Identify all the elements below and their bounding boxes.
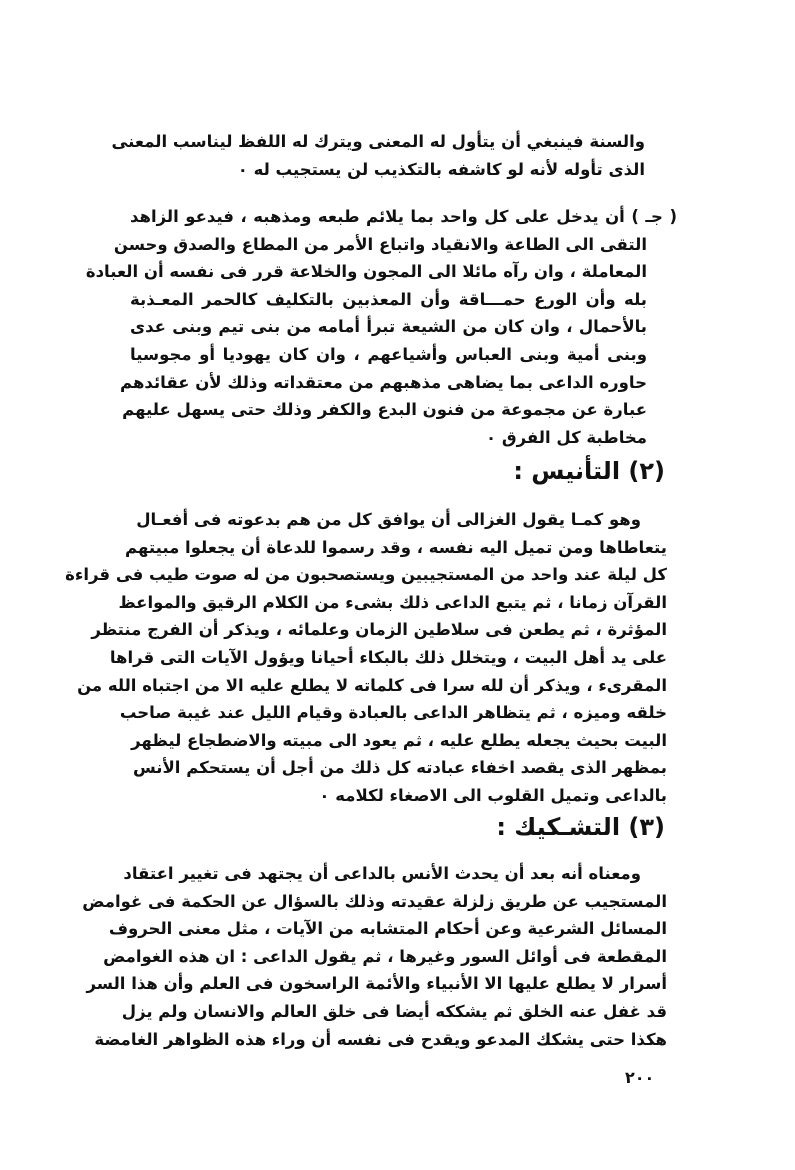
text-line: عبارة عن مجموعة من فنون البدع والكفر وذلك حتى يسهل عليهم (122, 400, 647, 420)
text-line: يتعاطاها ومن تميل اليه نفسه ، وقد رسموا للدعاة أن يجعلوا مبيتهم (125, 537, 667, 557)
text-line: ومعناه أنه بعد أن يحدث الأنس بالداعى أن يجتهد فى تغيير اعتقاد (123, 864, 641, 883)
section-heading-3: (٣) التشـكيك : (496, 813, 665, 841)
text-line: مخاطبة كل الفرق ٠ (486, 427, 647, 447)
text-line: المؤثرة ، ثم يطعن فى سلاطين الزمان وعلمائه ، ويذكر أن الفرج منتظر (91, 620, 667, 640)
text-line: أسرار لا يطلع عليها الا الأنبياء والأئمة الراسخون فى العلم وأن هذا السر (86, 974, 667, 994)
text-line: حاوره الداعى بما يضاهى مذهبهم من معتقداته وذلك لأن عقائدهم (120, 372, 647, 392)
text-line: والسنة فينبغي أن يتأول له المعنى ويترك له اللفظ ليناسب المعنى (111, 132, 645, 151)
text-line: المقرىء ، ويذكر أن لله سرا فى كلماته لا يطلع عليه الا من اجتباه الله من (77, 675, 667, 695)
text-line: بمظهر الذى يقصد اخفاء عبادته كل ذلك من أجل أن يستحكم الأنس (132, 758, 667, 778)
text-line: وبنى أمية وبنى العباس وأشياعهم ، وان كان يهوديا أو مجوسيا (130, 344, 647, 364)
text-line: الذى تأوله لأنه لو كاشفه بالتكذيب لن يستجيب له ٠ (237, 159, 645, 179)
text-line: بله وأن الورع حمـــاقة وأن المعذبين بالتكليف كالحمر المعـذبة (130, 289, 647, 309)
paragraph-3 (82, 860, 667, 1053)
text-line: المستجيب عن طريق زلزلة عقيدته وذلك بالسؤال عن الحكمة فى غوامض (82, 891, 667, 911)
text-line: على يد أهل البيت ، ويتخلل ذلك بالبكاء أحيانا ويؤول الآيات التى قراها (109, 647, 667, 667)
text-line: المسائل الشرعية وعن أحكام المتشابه من الآيات ، مثل معنى الحروف (108, 919, 667, 939)
text-line: المعاملة ، وان رآه مائلا الى المجون والخلاعة قرر فى نفسه أن العبادة (85, 262, 647, 282)
text-line: قد غفل عنه الخلق ثم يشككه أيضا فى خلق العالم والانسان ولم يزل (121, 1001, 667, 1021)
text-line: المقطعة فى أوائل السور وغيرها ، ثم يقول الداعى : ان هذه الغوامض (103, 946, 667, 966)
page-number: ٢٠٠ (625, 1068, 655, 1087)
text-line: القرآن زمانا ، ثم يتبع الداعى ذلك بشىء من الكلام الرقيق والمواعظ (118, 592, 667, 612)
paragraph-jim (85, 203, 677, 451)
text-line: وهو كمـا يقول الغزالى أن يوافق كل من هم بدعوته فى أفعـال (136, 510, 641, 529)
section-heading-2: (٢) التأنيس : (513, 457, 665, 485)
paragraph-top (111, 128, 645, 183)
text-line: هكذا حتى يشكك المدعو ويقدح فى نفسه أن وراء هذه الظواهر الغامضة (94, 1029, 667, 1049)
text-line: خلقه وميزه ، ثم يتظاهر الداعى بالعبادة وقيام الليل عند غيبة صاحب (119, 703, 667, 723)
text-line: ( جـ ) أن يدخل على كل واحد بما يلائم طبعه ومذهبه ، فيدعو الزاهد (130, 207, 677, 226)
text-line: بالداعى وتميل القلوب الى الاصغاء لكلامه ٠ (319, 785, 667, 805)
text-line: البيت بحيث يجعله يطلع عليه ، ثم يعود الى مبيته والاضطجاع ليظهر (131, 730, 667, 750)
paragraph-2 (65, 506, 667, 810)
text-line: بالأحمال ، وان كان من الشيعة تبرأ أمامه من بنى تيم وبنى عدى (130, 317, 647, 337)
text-line: التقى الى الطاعة والانقياد واتباع الأمر من المطاع والصدق وحسن (113, 234, 647, 254)
text-line: كل ليلة عند واحد من المستجيبين ويستصحبون من له صوت طيب فى قراءة (65, 565, 667, 585)
